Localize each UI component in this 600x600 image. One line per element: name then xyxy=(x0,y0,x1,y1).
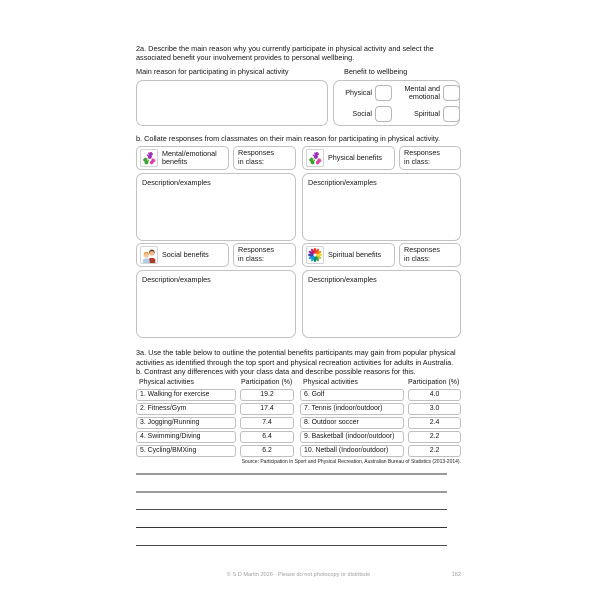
table-row xyxy=(136,431,461,443)
handprints-icon xyxy=(140,149,158,167)
responses-label: Responses in class: xyxy=(404,245,440,263)
panel-social xyxy=(136,243,296,338)
table-row xyxy=(136,445,461,457)
physical-checkbox[interactable] xyxy=(375,85,392,101)
activity-cell: 2. Fitness/Gym xyxy=(136,403,236,415)
column-header: Participation (%) xyxy=(241,379,293,387)
participation-cell: 4.0 xyxy=(408,389,461,401)
page-footer xyxy=(136,572,461,579)
writing-line[interactable] xyxy=(136,475,447,493)
description-examples-input[interactable] xyxy=(302,173,461,241)
checkbox-label-mental: Mental and emotional xyxy=(404,84,440,101)
handprints-icon xyxy=(306,149,324,167)
activity-cell: 6. Golf xyxy=(300,389,404,401)
activity-cell: 8. Outdoor soccer xyxy=(300,417,404,429)
participation-cell: 7.4 xyxy=(240,417,294,429)
instruction-3a: 3a. Use the table below to outline the potential benefits participants may gain from popular physical activities as identified through the top sport and physical recreation activities for adults in Australia. xyxy=(136,348,456,367)
description-label: Description/examples xyxy=(308,178,377,188)
responses-in-class-input[interactable] xyxy=(233,243,296,267)
description-examples-input[interactable] xyxy=(302,270,461,338)
panel-title: Mental/emotional benefits xyxy=(162,149,217,167)
participation-table xyxy=(136,379,461,457)
participation-cell: 17.4 xyxy=(240,403,294,415)
activity-cell: 10. Netball (Indoor/outdoor) xyxy=(300,445,404,457)
table-row xyxy=(136,417,461,429)
participation-cell: 3.0 xyxy=(408,403,461,415)
writing-line[interactable] xyxy=(136,528,447,546)
activity-cell: 5. Cycling/BMXing xyxy=(136,445,236,457)
writing-line[interactable] xyxy=(136,510,447,528)
writing-line[interactable] xyxy=(136,493,447,510)
responses-in-class-input[interactable] xyxy=(399,243,461,267)
benefit-to-wellbeing-label: Benefit to wellbeing xyxy=(344,66,408,76)
benefit-panels xyxy=(136,146,461,338)
panel-physical xyxy=(302,146,461,241)
panel-title: Physical benefits xyxy=(328,153,382,163)
responses-in-class-input[interactable] xyxy=(399,146,461,170)
two-people-icon xyxy=(140,246,158,264)
panel-spiritual xyxy=(302,243,461,338)
panel-title-box xyxy=(136,243,229,267)
page-number: 182 xyxy=(451,572,461,578)
checkbox-label-social: Social xyxy=(352,108,372,118)
panel-title-box xyxy=(136,146,229,170)
column-header: Physical activities xyxy=(303,379,358,387)
social-checkbox[interactable] xyxy=(375,106,392,122)
activity-cell: 7. Tennis (indoor/outdoor) xyxy=(300,403,404,415)
participation-cell: 2.2 xyxy=(408,431,461,443)
pinwheel-icon xyxy=(306,246,324,264)
description-label: Description/examples xyxy=(308,275,377,285)
mental-emotional-checkbox[interactable] xyxy=(443,85,460,101)
panel-title: Spiritual benefits xyxy=(328,250,382,260)
activity-cell: 4. Swimming/Diving xyxy=(136,431,236,443)
participation-cell: 6.2 xyxy=(240,445,294,457)
instruction-2a: 2a. Describe the main reason why you currently participate in physical activity and select the associated benefit your involvement provides to personal wellbeing. xyxy=(136,44,434,63)
main-reason-label: Main reason for participating in physical activity xyxy=(136,66,289,76)
writing-lines xyxy=(136,471,447,546)
spiritual-checkbox[interactable] xyxy=(443,106,460,122)
responses-label: Responses in class: xyxy=(238,245,274,263)
description-examples-input[interactable] xyxy=(136,270,296,338)
panel-title-box xyxy=(302,146,395,170)
panel-title-box xyxy=(302,243,395,267)
benefit-checkbox-group xyxy=(333,80,460,126)
participation-cell: 2.4 xyxy=(408,417,461,429)
participation-cell: 19.2 xyxy=(240,389,294,401)
instruction-2b: b. Collate responses from classmates on their main reason for participating in physical activity. xyxy=(136,133,441,143)
activity-cell: 9. Basketball (indoor/outdoor) xyxy=(300,431,404,443)
column-header: Physical activities xyxy=(139,379,194,387)
activity-cell: 3. Jogging/Running xyxy=(136,417,236,429)
main-reason-input[interactable] xyxy=(136,80,328,126)
participation-cell: 6.4 xyxy=(240,431,294,443)
table-source: Source: Participation in Sport and Physical Recreation, Australian Bureau of Statistics (2013-2014). xyxy=(241,459,461,466)
copyright-text: © S D Martin 2026 - Please do not photocopy or distribute xyxy=(226,572,371,578)
table-row xyxy=(136,389,461,401)
description-label: Description/examples xyxy=(142,178,211,188)
instruction-3b: b. Contrast any differences with your class data and describe possible reasons for this. xyxy=(136,367,416,377)
responses-label: Responses in class: xyxy=(238,148,274,166)
panel-title: Social benefits xyxy=(162,250,209,260)
panel-mental-emotional xyxy=(136,146,296,241)
participation-cell: 2.2 xyxy=(408,445,461,457)
column-header: Participation (%) xyxy=(408,379,460,387)
checkbox-label-physical: Physical xyxy=(345,87,372,97)
description-label: Description/examples xyxy=(142,275,211,285)
table-row xyxy=(136,403,461,415)
responses-label: Responses in class: xyxy=(404,148,440,166)
checkbox-label-spiritual: Spiritual xyxy=(414,108,440,118)
responses-in-class-input[interactable] xyxy=(233,146,296,170)
description-examples-input[interactable] xyxy=(136,173,296,241)
activity-cell: 1. Walking for exercise xyxy=(136,389,236,401)
